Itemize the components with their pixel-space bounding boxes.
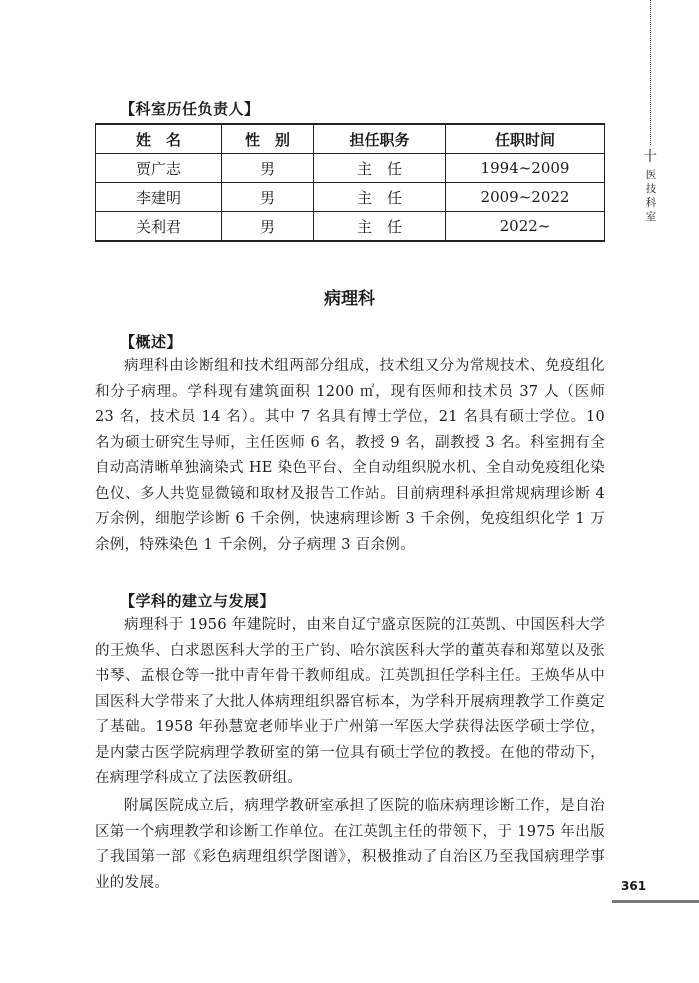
table-row [96, 212, 605, 242]
side-divider [650, 0, 651, 145]
table-cell: 主 任 [314, 154, 446, 183]
table-cell: 2022~ [446, 212, 605, 242]
table-cell: 关利君 [96, 212, 222, 242]
column-header: 性 别 [222, 124, 314, 154]
history-heading: 【学科的建立与发展】 [120, 592, 276, 610]
table-row [96, 154, 605, 183]
page-number-bar [612, 900, 699, 903]
table-cell: 李建明 [96, 183, 222, 212]
column-header: 姓 名 [96, 124, 222, 154]
column-header: 任职时间 [446, 124, 605, 154]
table-cell: 贾广志 [96, 154, 222, 183]
staff-table [95, 123, 605, 242]
table-cell: 男 [222, 183, 314, 212]
column-header: 担任职务 [314, 124, 446, 154]
table-header-row [96, 124, 605, 154]
table-cell: 主 任 [314, 212, 446, 242]
table-cell: 男 [222, 212, 314, 242]
table-cell: 1994~2009 [446, 154, 605, 183]
table-cell: 主 任 [314, 183, 446, 212]
page-number: 361 [621, 879, 647, 893]
table-cell: 男 [222, 154, 314, 183]
staff-heading: 【科室历任负责人】 [120, 100, 260, 118]
table-row [96, 183, 605, 212]
chapter-label: 医技科室 [645, 169, 657, 223]
table-cell: 2009~2022 [446, 183, 605, 212]
overview-heading: 【概述】 [120, 333, 183, 351]
history-paragraph-1: 病理科于 1956 年建院时，由来自辽宁盛京医院的江英凯、中国医科大学的王焕华、白求恩医科大学的王广钧、哈尔滨医科大学的董英春和郑堃以及张书琴、孟根仓等一批中青年骨干教师组成。江英凯担任学科主任。王焕华从中国医科大学带来了大批人体病理组织器官标本，为学科开展病理教学工作奠定了基础。1958 年孙慧宽老师毕业于广州第一军医大学获得法医学硕士学位，是内蒙古医学院病理学教研室的第一位具有硕士学位的教授。在他的带动下，在病理学科成立了法医教研组。 [95, 617, 605, 786]
department-title: 病理科 [324, 289, 375, 309]
overview-paragraph: 病理科由诊断组和技术组两部分组成，技术组又分为常规技术、免疫组化和分子病理。学科现有建筑面积 1200 ㎡，现有医师和技术员 37 人（医师 23 名，技术员 14 名）。其中 7 名具有博士学位，21 名具有硕士学位。10 名为硕士研究生导师，主任医师 6 名，教授 9 名，副教授 3 名。科室拥有全自动高清晰单独滴染式 HE 染色平台、全自动组织脱水机、全自动免疫组化染色仪、多人共览显微镜和取材及报告工作站。目前病理科承担常规病理诊断 4 万余例，细胞学诊断 6 千余例，快速病理诊断 3 千余例，免疫组织化学 1 万余例，特殊染色 1 千余例，分子病理 3 百余例。 [95, 358, 605, 553]
chapter-number: 十 [643, 149, 657, 165]
history-paragraph-2: 附属医院成立后，病理学教研室承担了医院的临床病理诊断工作，是自治区第一个病理教学和诊断工作单位。在江英凯主任的带领下，于 1975 年出版了我国第一部《彩色病理组织学图谱》，积极推动了自治区乃至我国病理学事业的发展。 [95, 798, 605, 891]
